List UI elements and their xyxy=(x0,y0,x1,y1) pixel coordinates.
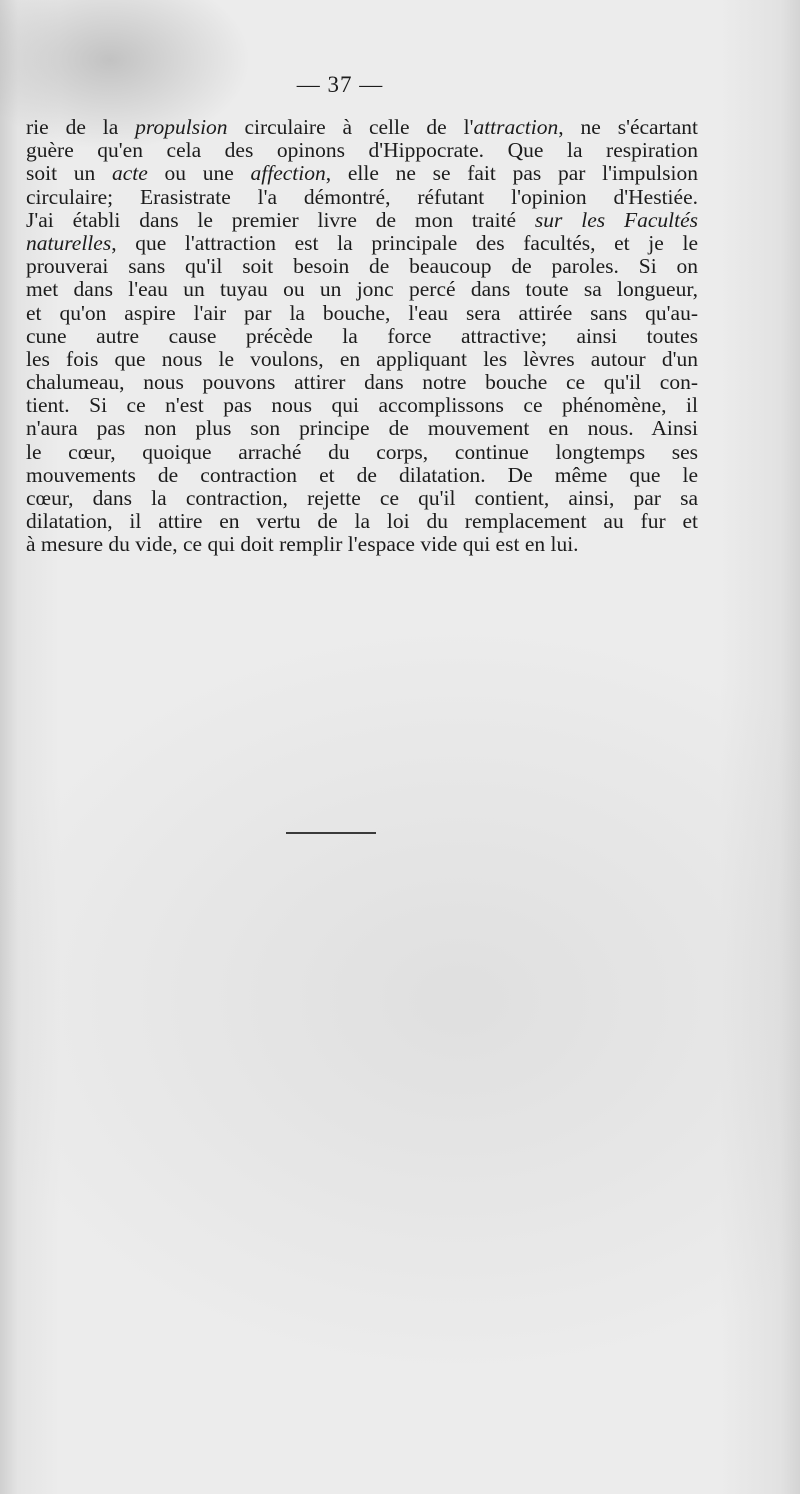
text-line: tient. Si ce n'est pas nous qui accomplissons ce phénomène, il xyxy=(26,393,698,418)
text-segment: rie de la xyxy=(26,115,136,139)
text-line: mouvements de contraction et de dilatation. De même que le xyxy=(26,462,698,487)
text-line: cune autre cause précède la force attractive; ainsi toutes xyxy=(26,323,698,348)
italic-term: propulsion xyxy=(135,115,228,139)
text-segment: , que l'attraction est la principale des facultés, et je le xyxy=(111,230,698,255)
text-segment: soit un xyxy=(26,161,112,186)
text-segment: , ne s'écartant xyxy=(558,115,698,139)
section-divider xyxy=(286,832,376,834)
text-line: le cœur, quoique arraché du corps, continue longtemps ses xyxy=(26,439,698,464)
italic-term: sur les Facultés xyxy=(534,207,698,232)
text-line: et qu'on aspire l'air par la bouche, l'eau sera attirée sans qu'au- xyxy=(26,300,698,325)
body-paragraph xyxy=(26,116,698,557)
text-line: circulaire; Erasistrate l'a démontré, réfutant l'opinion d'Hestiée. xyxy=(26,184,698,209)
text-line: les fois que nous le voulons, en appliquant les lèvres autour d'un xyxy=(26,346,698,371)
text-line: chalumeau, nous pouvons attirer dans notre bouche ce qu'il con- xyxy=(26,370,698,395)
text-line xyxy=(26,232,698,255)
text-segment: circulaire à celle de l' xyxy=(227,115,474,139)
text-line: dilatation, il attire en vertu de la loi du remplacement au fur et xyxy=(26,509,698,534)
text-line: cœur, dans la contraction, rejette ce qu'il contient, ainsi, par sa xyxy=(26,486,698,510)
text-line: met dans l'eau un tuyau ou un jonc percé dans toute sa longueur, xyxy=(26,277,698,302)
italic-term: acte xyxy=(112,161,148,186)
text-line xyxy=(26,162,698,185)
italic-term: affection xyxy=(250,161,326,186)
text-line: à mesure du vide, ce qui doit remplir l'espace vide qui est en lui. xyxy=(26,532,579,557)
text-line xyxy=(26,209,698,232)
text-segment: ou une xyxy=(147,161,251,186)
text-line: guère qu'en cela des opinons d'Hippocrate. Que la respiration xyxy=(26,138,698,163)
text-segment: J'ai établi dans le premier livre de mon traité xyxy=(26,207,535,232)
text-line: prouverai sans qu'il soit besoin de beaucoup de paroles. Si on xyxy=(26,254,698,279)
page-number: — 37 — xyxy=(296,72,384,97)
text-line: n'aura pas non plus son principe de mouvement en nous. Ainsi xyxy=(26,416,698,441)
italic-term: naturelles xyxy=(26,230,112,255)
italic-term: attraction xyxy=(473,115,559,139)
text-segment: , elle ne se fait pas par l'impulsion xyxy=(325,161,698,186)
text-line xyxy=(26,116,698,139)
